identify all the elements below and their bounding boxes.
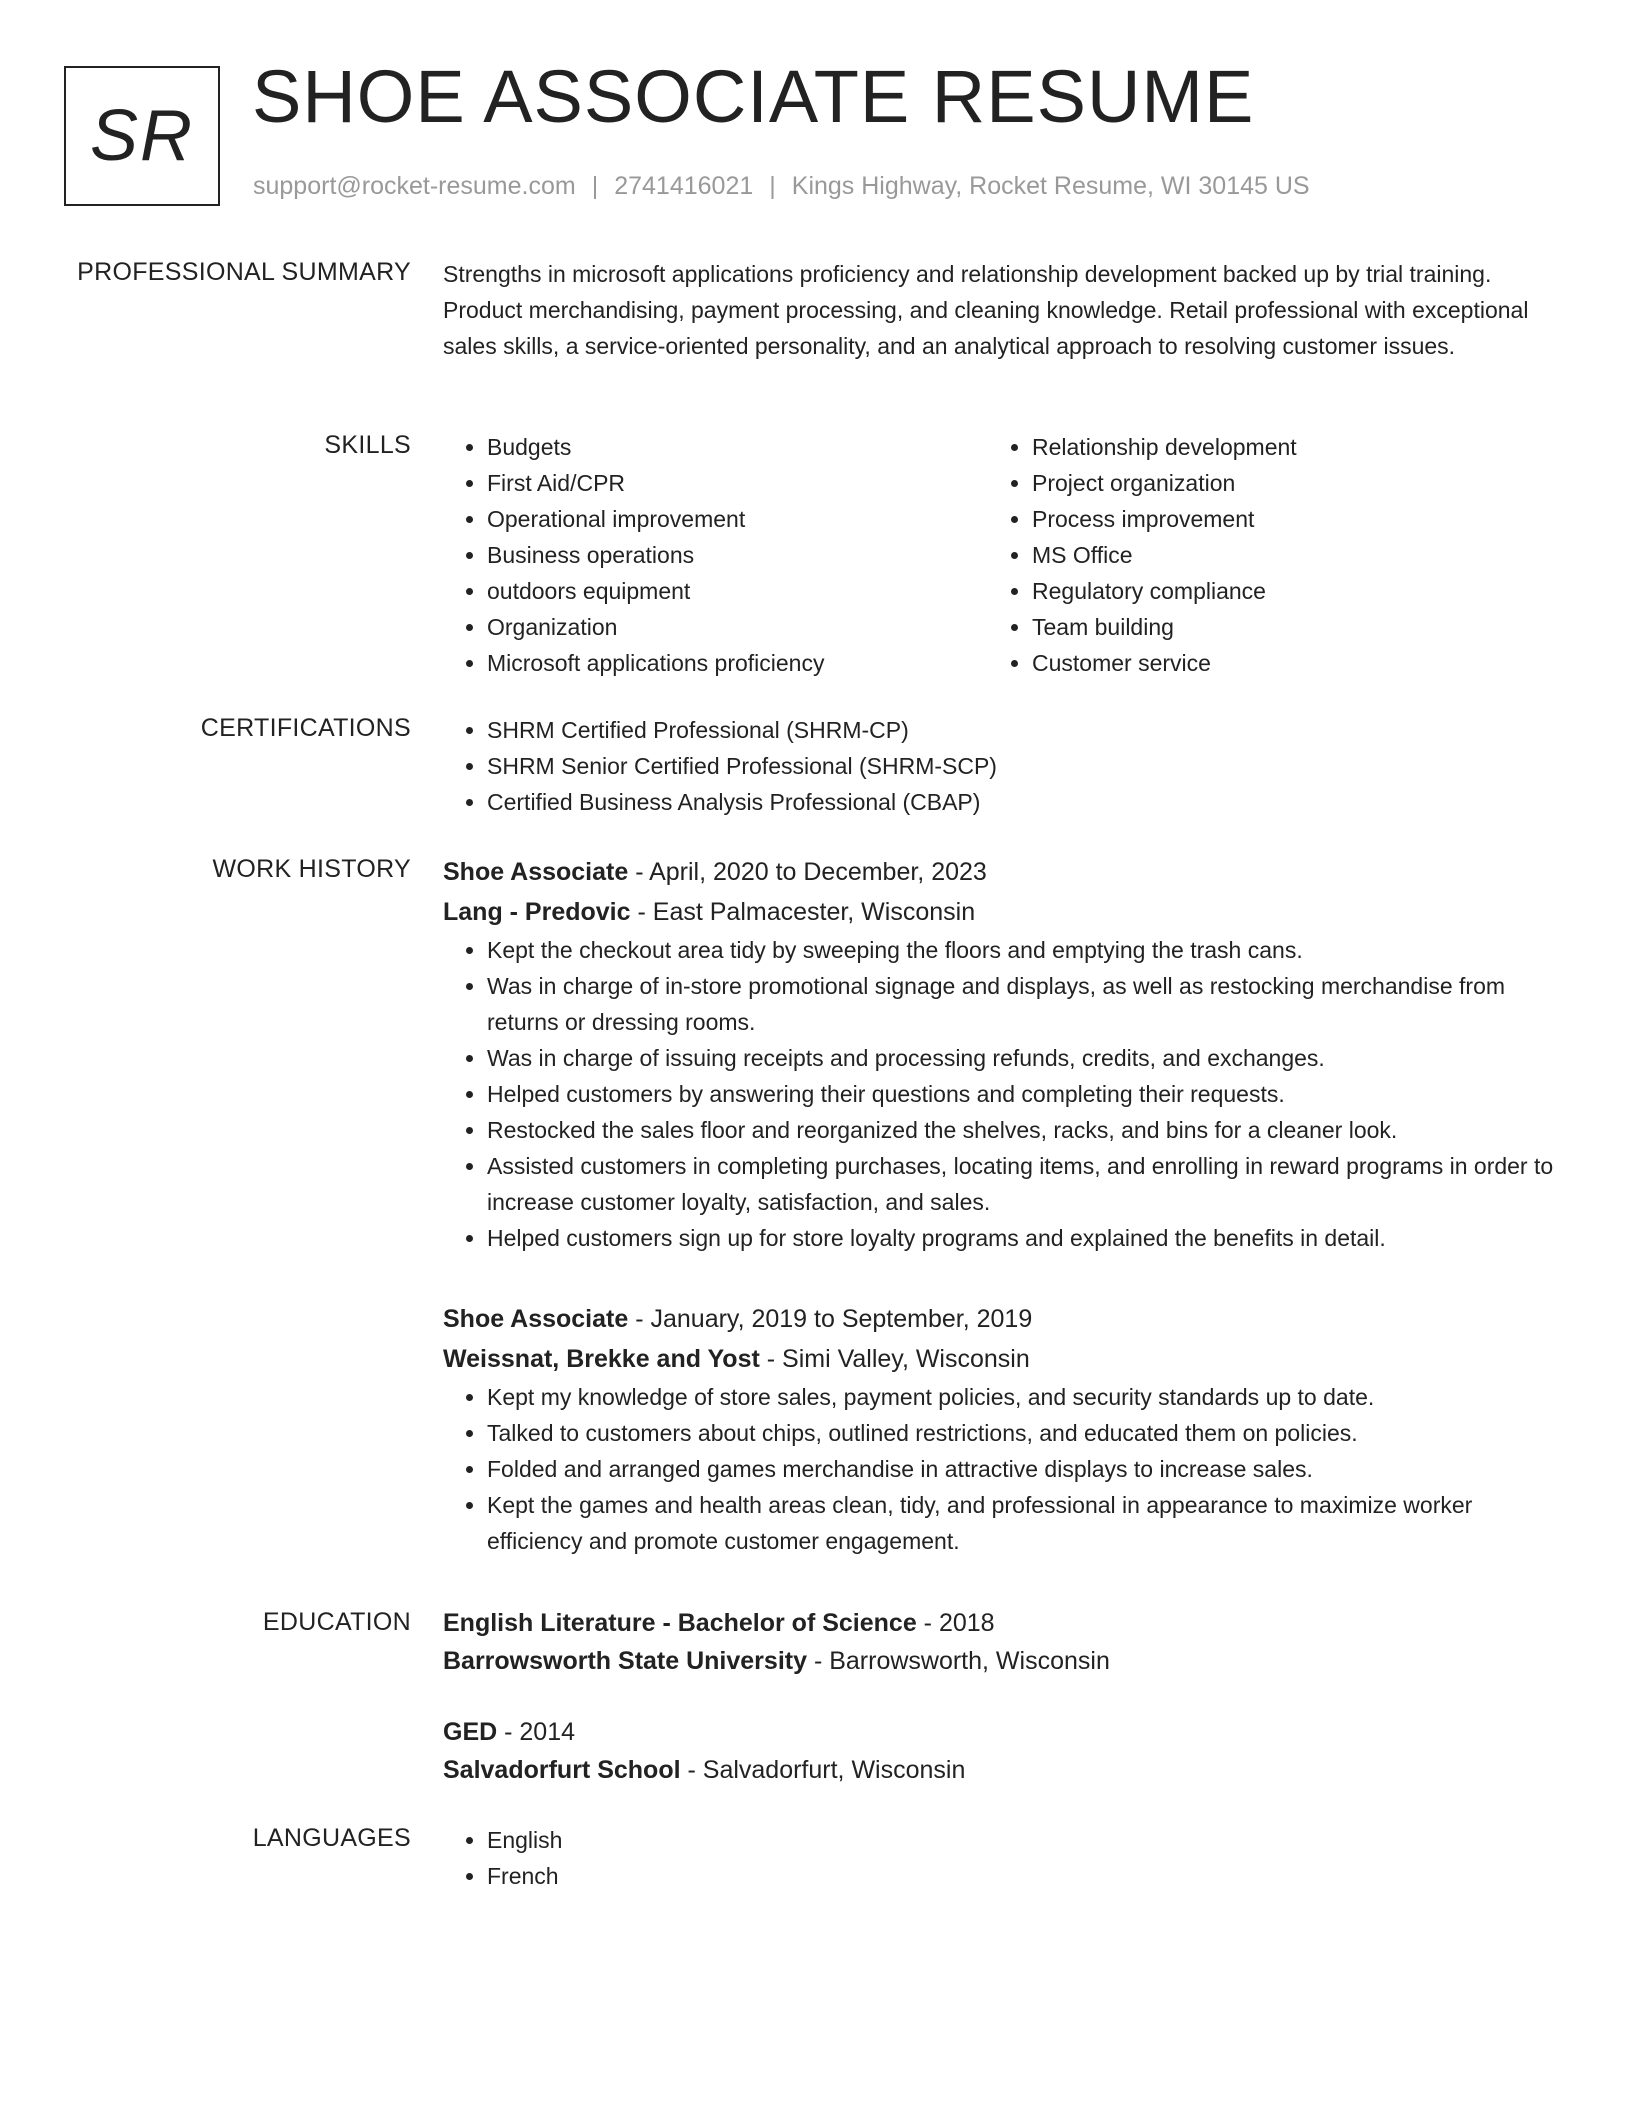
job-company: Weissnat, Brekke and Yost — [443, 1345, 760, 1373]
contact-separator: | — [591, 172, 599, 200]
education-location: - Barrowsworth, Wisconsin — [807, 1647, 1110, 1675]
job-company-line — [443, 892, 1563, 932]
education-heading: EDUCATION — [262, 1608, 411, 1636]
education-school: Barrowsworth State University — [443, 1647, 807, 1675]
job-bullet: • Kept my knowledge of store sales, payment policies, and security standards up to date. — [487, 1379, 1563, 1415]
skill-item: • First Aid/CPR — [487, 465, 988, 501]
summary-text: Strengths in microsoft applications proficiency and relationship development backed up by trial training. Product merchandising, payment processing, and cleaning knowledge. Retail professional with exceptional sales skills, a service-oriented personality, and an analytical approach to resolving customer issues. — [443, 261, 1529, 359]
skill-item: • Customer service — [1032, 645, 1533, 681]
skill-item: • outdoors equipment — [487, 573, 988, 609]
job-location: - East Palmacester, Wisconsin — [630, 898, 976, 926]
job-title-line — [443, 852, 1563, 892]
job-title: Shoe Associate — [443, 1305, 629, 1333]
skill-item: • Organization — [487, 609, 988, 645]
summary-heading: PROFESSIONAL SUMMARY — [77, 258, 411, 286]
skills-heading: SKILLS — [324, 431, 411, 459]
contact-email: support@rocket-resume.com — [253, 172, 576, 200]
skill-item: • Project organization — [1032, 465, 1533, 501]
work-job-1 — [443, 852, 1563, 1256]
skill-item: • Operational improvement — [487, 501, 988, 537]
skill-item: • Relationship development — [1032, 429, 1533, 465]
job-company-line — [443, 1339, 1563, 1379]
contact-separator: | — [769, 172, 776, 200]
job-title-line — [443, 1299, 1563, 1339]
skill-item: • Budgets — [487, 429, 988, 465]
skill-item: • MS Office — [1032, 537, 1533, 573]
job-title: Shoe Associate — [443, 858, 629, 886]
education-degree: English Literature - Bachelor of Science — [443, 1609, 917, 1637]
languages-list — [443, 1822, 1563, 1894]
certifications-list — [443, 712, 1563, 820]
language-item: • English — [487, 1822, 1563, 1858]
job-bullet: • Talked to customers about chips, outlined restrictions, and educated them on policies. — [487, 1415, 1563, 1451]
certification-item: • SHRM Certified Professional (SHRM-CP) — [487, 712, 1563, 748]
job-bullet: • Helped customers by answering their questions and completing their requests. — [487, 1076, 1563, 1112]
education-year: - 2014 — [497, 1718, 576, 1746]
skill-item: • Business operations — [487, 537, 988, 573]
contact-address: Kings Highway, Rocket Resume, WI 30145 US — [791, 172, 1310, 200]
education-school-line — [443, 1642, 1563, 1680]
job-dates: - January, 2019 to September, 2019 — [628, 1305, 1033, 1333]
skill-item: • Process improvement — [1032, 501, 1533, 537]
job-bullet: • Restocked the sales floor and reorganized the shelves, racks, and bins for a cleaner look. — [487, 1112, 1563, 1148]
resume-title: SHOE ASSOCIATE RESUME — [252, 55, 1255, 138]
education-degree: GED — [443, 1718, 498, 1746]
work-job-2 — [443, 1299, 1563, 1559]
language-item: • French — [487, 1858, 1563, 1894]
skill-item: • Regulatory compliance — [1032, 573, 1533, 609]
education-location: - Salvadorfurt, Wisconsin — [680, 1756, 966, 1784]
skill-item: • Team building — [1032, 609, 1533, 645]
summary-section — [443, 256, 1563, 364]
certification-item: • Certified Business Analysis Professional (CBAP) — [487, 784, 1563, 820]
languages-heading: LANGUAGES — [252, 1824, 411, 1852]
certifications-section — [443, 712, 1563, 820]
job-bullets — [443, 1379, 1563, 1559]
job-bullet: • Was in charge of issuing receipts and processing refunds, credits, and exchanges. — [487, 1040, 1563, 1076]
languages-section — [443, 1822, 1563, 1894]
skills-section — [443, 429, 1563, 681]
education-degree-line — [443, 1604, 1563, 1642]
job-dates: - April, 2020 to December, 2023 — [628, 858, 987, 886]
initials-monogram: SR — [64, 66, 220, 206]
job-bullet: • Kept the checkout area tidy by sweeping the floors and emptying the trash cans. — [487, 932, 1563, 968]
job-bullet: • Folded and arranged games merchandise in attractive displays to increase sales. — [487, 1451, 1563, 1487]
job-bullets — [443, 932, 1563, 1256]
contact-phone: 2741416021 — [614, 172, 754, 200]
job-company: Lang - Predovic — [443, 898, 631, 926]
skills-list-left — [443, 429, 988, 681]
work-history-heading: WORK HISTORY — [212, 855, 411, 883]
skills-list-right — [988, 429, 1533, 681]
education-year: - 2018 — [916, 1609, 995, 1637]
job-bullet: • Assisted customers in completing purchases, locating items, and enrolling in reward programs in order to increase customer loyalty, satisfaction, and sales. — [487, 1148, 1563, 1220]
contact-line — [253, 172, 1310, 201]
certification-item: • SHRM Senior Certified Professional (SHRM-SCP) — [487, 748, 1563, 784]
job-bullet: • Helped customers sign up for store loyalty programs and explained the benefits in detail. — [487, 1220, 1563, 1256]
job-bullet: • Kept the games and health areas clean, tidy, and professional in appearance to maximize worker efficiency and promote customer engagement. — [487, 1487, 1563, 1559]
education-school: Salvadorfurt School — [443, 1756, 681, 1784]
skill-item: • Microsoft applications proficiency — [487, 645, 988, 681]
education-degree-line — [443, 1713, 1563, 1751]
education-entry-1 — [443, 1604, 1563, 1680]
education-school-line — [443, 1751, 1563, 1789]
certifications-heading: CERTIFICATIONS — [200, 714, 411, 742]
job-bullet: • Was in charge of in-store promotional signage and displays, as well as restocking merchandise from returns or dressing rooms. — [487, 968, 1563, 1040]
job-location: - Simi Valley, Wisconsin — [759, 1345, 1030, 1373]
education-entry-2 — [443, 1713, 1563, 1789]
